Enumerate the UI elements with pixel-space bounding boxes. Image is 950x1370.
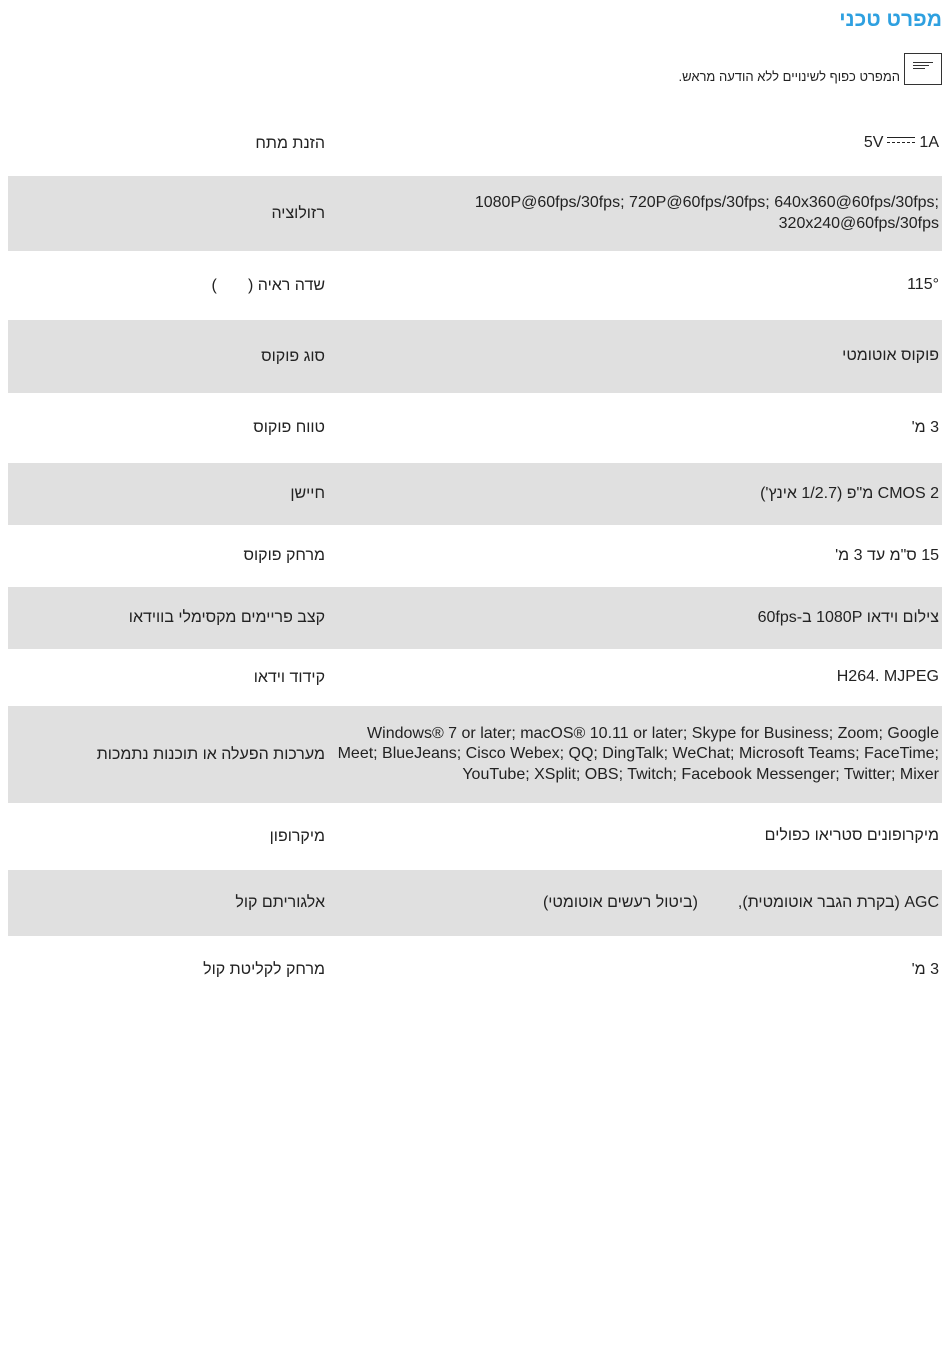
spec-row-microphone: [8, 803, 942, 870]
spec-value-audio-algorithm-anc: (ביטול רעשים אוטומטי): [542, 893, 698, 911]
spec-value-audio-algorithm: [327, 893, 939, 914]
spec-label-focus-range: טווח פוקוס: [253, 419, 325, 436]
spec-value-power-current: 1A: [919, 134, 939, 152]
spec-label-microphone: מיקרופון: [269, 827, 325, 845]
page-title: מפרט טכני: [839, 8, 942, 31]
spec-table: [8, 111, 942, 1004]
spec-value-microphone: מיקרופונים סטריאו כפולים: [764, 827, 939, 845]
notice: [678, 53, 942, 85]
spec-label-audio-algorithm: אלגוריתם קול: [235, 894, 325, 911]
spec-row-power: [8, 111, 942, 176]
spec-label-sensor: חיישן: [290, 485, 325, 502]
spec-value-resolution: 1080P@60fps/30fps; 720P@60fps/30fps; 640x360@60fps/30fps; 320x240@60fps/30fps: [474, 194, 939, 232]
spec-row-focus-distance: [8, 525, 942, 587]
spec-value-pickup-range: 3 מ': [911, 960, 939, 978]
spec-label-pickup-range: מרחק לקליטת קול: [203, 961, 325, 978]
spec-row-audio-algorithm: [8, 870, 942, 936]
spec-label-video-codec: קידוד וידאו: [253, 668, 325, 686]
notice-text: המפרט כפוף לשינויים ללא הודעה מראש.: [678, 69, 900, 84]
spec-row-max-frame-rate: [8, 587, 942, 649]
spec-value-sensor: CMOS 2 מ"פ (1/2.7 אינץ'): [760, 484, 939, 502]
spec-label-resolution: רזולוציה: [271, 204, 325, 222]
spec-row-sensor: [8, 463, 942, 525]
spec-value-supported-software: Windows® 7 or later; macOS® 10.11 or later; Skype for Business; Zoom; Google Meet; BlueJeans; Cisco Webex; QQ; DingTalk; WeChat; Microsoft Teams; FaceTime; YouTube; XSplit; OBS; Twitch; Facebook Messenger; Twitter; Mixer: [337, 724, 939, 783]
spec-value-focus-distance: 15 ס"מ עד 3 מ': [835, 546, 939, 564]
spec-label-field-of-view: שדה ראיה ( ): [211, 276, 325, 294]
spec-label-focus-type: סוג פוקוס: [261, 347, 325, 365]
spec-value-focus-type: פוקוס אוטומטי: [842, 347, 939, 365]
spec-label-max-frame-rate: קצב פריימים מקסימלי בווידאו: [128, 609, 325, 626]
spec-value-video-codec: H264. MJPEG: [836, 668, 939, 686]
spec-row-focus-type: [8, 320, 942, 393]
spec-row-pickup-range: [8, 936, 942, 1004]
spec-row-field-of-view: [8, 251, 942, 320]
spec-value-field-of-view: 115°: [907, 276, 939, 294]
spec-value-focus-range: 3 מ': [911, 418, 939, 436]
spec-label-power: הזנת מתח: [255, 134, 325, 152]
spec-label-focus-distance: מרחק פוקוס: [243, 547, 325, 564]
spec-row-resolution: [8, 176, 942, 251]
spec-value-audio-algorithm-agc: AGC (בקרת הגבר אוטומטית),: [737, 893, 939, 911]
spec-value-power-voltage: 5V: [863, 134, 884, 152]
spec-value-power: [327, 133, 939, 154]
note-icon: [904, 53, 942, 85]
dc-power-symbol-icon: [887, 137, 915, 145]
spec-label-supported-software: מערכות הפעלה או תוכנות נתמכות: [96, 745, 325, 763]
spec-row-focus-range: [8, 393, 942, 463]
spec-row-supported-software: [8, 706, 942, 803]
spec-value-max-frame-rate: צילום וידאו 1080P ב-60fps: [757, 608, 939, 626]
spec-row-video-codec: [8, 649, 942, 706]
